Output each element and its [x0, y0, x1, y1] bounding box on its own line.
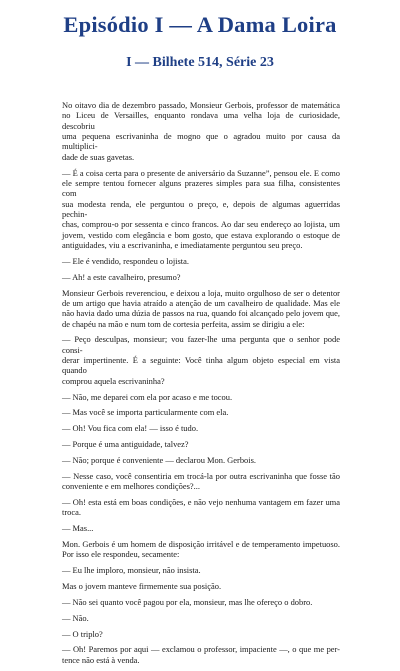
text-line: — Eu lhe imploro, monsieur, não insista.: [62, 565, 201, 576]
text-line: Mas o jovem manteve firmemente sua posição.: [62, 581, 222, 592]
text-line: — Porque é uma antiguidade, talvez?: [62, 439, 189, 450]
paragraph: [62, 597, 340, 607]
text-line: derar impertinente. É a seguinte: Você tinha algum objeto especial em vista quando: [62, 355, 340, 376]
text-line: dade de suas gavetas.: [62, 151, 135, 162]
text-line: de um artigo que havia atraído a atenção de um cavalheiro de qualidade. Mas ele: [62, 297, 340, 308]
text-line: comprou aquela escrivaninha?: [62, 375, 165, 386]
text-line: uma pequena escrivaninha de mogno que o agradou muito por causa da multiplici-: [62, 131, 340, 152]
body-text: [62, 100, 340, 671]
text-line: Mon. Gerbois é um homem de disposição irritável e de temperamento impetuoso.: [62, 539, 340, 550]
paragraph: [62, 644, 340, 665]
text-line: antiguidades, viu a escrivaninha, e imediatamente perguntou seu preço.: [62, 239, 303, 250]
text-line: chas, comprou-o por sessenta e cinco francos. Ao dar seu endereço ao lojista, um: [62, 219, 340, 230]
paragraph: [62, 392, 340, 402]
paragraph: [62, 523, 340, 533]
text-line: — Mas...: [62, 523, 94, 534]
paragraph: [62, 168, 340, 251]
text-line: — Oh! Vou fica com ela! — isso é tudo.: [62, 423, 199, 434]
text-line: troca.: [62, 507, 81, 518]
paragraph: [62, 455, 340, 465]
paragraph: [62, 334, 340, 386]
text-line: — Mas você se importa particularmente com ela.: [62, 407, 229, 418]
paragraph: [62, 565, 340, 575]
text-line: Por isso ele respondeu, secamente:: [62, 549, 180, 560]
text-line: — Ele é vendido, respondeu o lojista.: [62, 255, 190, 266]
section-subtitle: I — Bilhete 514, Série 23: [126, 55, 274, 70]
text-line: sua modesta renda, ele perguntou o preço, e, depois de algumas aguerridas pechin-: [62, 198, 340, 219]
text-line: jovem, vestido com elegância e bom gosto, que estava explorando o estoque de: [62, 229, 340, 240]
paragraph: [62, 581, 340, 591]
text-line: No oitavo dia de dezembro passado, Monsieur Gerbois, professor de matemática: [62, 100, 340, 110]
text-line: — Não sei quanto você pagou por ela, monsieur, mas lhe ofereço o dobro.: [62, 596, 313, 607]
text-line: — Não, me deparei com ela por acaso e me tocou.: [62, 391, 233, 402]
paragraph: [62, 288, 340, 329]
text-line: de chapéu na mão e num tom de cortesia perfeita, assim se dirigiu a ele:: [62, 318, 305, 329]
text-line: — Ah! a este cavalheiro, presumo?: [62, 271, 181, 282]
text-line: conveniente e em melhores condições?...: [62, 481, 200, 492]
chapter-title: Episódio I — A Dama Loira: [63, 12, 337, 37]
text-line: — Peço desculpas, monsieur; vou fazer-lhe uma pergunta que o senhor pode consi-: [62, 334, 340, 355]
text-line: — Não; porque é conveniente — declarou Mon. Gerbois.: [62, 454, 257, 465]
paragraph: [62, 407, 340, 417]
text-line: — Nesse caso, você consentiria em trocá-la por outra escrivaninha que fosse tão: [62, 470, 340, 481]
paragraph: [62, 423, 340, 433]
paragraph: [62, 539, 340, 560]
paragraph: [62, 629, 340, 639]
text-line: tence não está à venda.: [62, 654, 140, 665]
paragraph: [62, 613, 340, 623]
text-line: Monsieur Gerbois reverenciou, e deixou a loja, muito orgulhoso de ser o detentor: [62, 287, 340, 298]
text-line: ele sempre tentou fornecer alguns prazeres simples para sua filha, consistentes com: [62, 177, 340, 199]
text-line: — É a coisa certa para o presente de aniversário da Suzanne”, pensou ele. E como: [62, 167, 340, 178]
paragraph: [62, 256, 340, 266]
text-line: não havia dado uma dúzia de passos na rua, quando foi alcançado pelo jovem que,: [62, 308, 340, 319]
paragraph: [62, 272, 340, 282]
text-line: — Oh! esta está em boas condições, e não vejo nenhuma vantagem em fazer uma: [62, 497, 340, 507]
text-line: — O triplo?: [62, 628, 103, 639]
paragraph: [62, 100, 340, 162]
text-line: — Oh! Paremos por aqui — exclamou o professor, impaciente —, o que me per-: [62, 644, 340, 655]
paragraph: [62, 497, 340, 518]
text-line: — Não.: [62, 612, 89, 623]
paragraph: [62, 471, 340, 492]
paragraph: [62, 439, 340, 449]
text-line: no Liceu de Versailles, enquanto rondava uma velha loja de curiosidade, descobriu: [62, 110, 340, 131]
